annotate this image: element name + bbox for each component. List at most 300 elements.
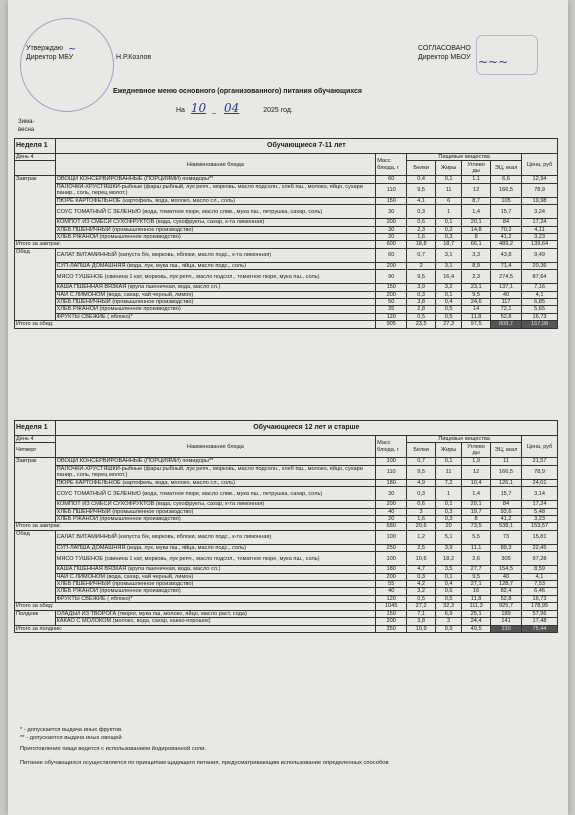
cell-value: 71,4	[491, 262, 522, 269]
total-value: 905	[376, 321, 407, 328]
total-value: 20,6	[407, 523, 436, 530]
table-row	[15, 487, 558, 501]
cell-value: 12,94	[522, 176, 558, 183]
cell-value: 0,5	[435, 313, 461, 320]
cell-value: 19,7	[462, 508, 491, 515]
cell-value: 7,16	[522, 284, 558, 291]
col-dish: Наименование блюда	[55, 154, 376, 176]
meal-name: Полдник	[15, 610, 56, 625]
cell-value: 200	[376, 573, 407, 580]
cell-value: 1,6	[407, 516, 436, 523]
total-label: Итого за обед:	[15, 321, 376, 328]
cell-value: 4,11	[522, 226, 558, 233]
table-row	[15, 566, 558, 573]
cell-value: 3,24	[522, 205, 558, 219]
cell-value: 22,45	[522, 544, 558, 551]
cell-value: 4,7	[407, 566, 436, 573]
cell-value: 3,1	[435, 262, 461, 269]
cell-value: 8,7	[462, 197, 491, 204]
cell-value: 0,1	[435, 573, 461, 580]
table-row	[15, 248, 558, 262]
day-label: День 4	[15, 154, 56, 161]
cell-value: 110	[376, 183, 407, 197]
signature-right: ~~~	[478, 55, 509, 69]
total-value: 20	[435, 523, 461, 530]
table-row	[15, 197, 558, 204]
cell-value: 110	[376, 465, 407, 479]
cell-value: 78,9	[522, 183, 558, 197]
cell-value: 0,4	[435, 581, 461, 588]
total-label: Итого за полдник:	[15, 625, 376, 632]
cell-value: 0,6	[407, 501, 436, 508]
cell-value: 15,7	[490, 487, 521, 501]
meal-name: Обед	[15, 248, 56, 320]
dish-name: СУП-ЛАПША ДОМАШНЯЯ (вода, лук, мука пш., яйца, масло подс., соль)	[55, 262, 376, 269]
total-value: 18,7	[435, 241, 461, 248]
table-row	[15, 458, 558, 465]
cell-value: 24,01	[522, 479, 558, 486]
table-row	[15, 226, 558, 233]
col-carb: Углево ды	[462, 443, 491, 458]
cell-value: 166,5	[490, 465, 521, 479]
cell-value: 57,96	[522, 610, 558, 617]
dish-name: КОМПОТ ИЗ СМЕСИ СУХОФРУКТОВ (вода, сухофрукты, сахар, к-та лимонная)	[55, 501, 376, 508]
cell-value: 43,8	[491, 248, 522, 262]
cell-value: 1,2	[407, 530, 436, 544]
cell-value: 12	[462, 465, 491, 479]
cell-value: 0,3	[407, 487, 436, 501]
total-value: 66,1	[462, 241, 491, 248]
document-page	[8, 0, 568, 815]
cell-value: 11,8	[462, 313, 491, 320]
total-value: 808,7	[491, 321, 522, 328]
cell-value: 93,6	[490, 508, 521, 515]
cell-value: 3,23	[522, 234, 558, 241]
table-row	[15, 284, 558, 291]
total-value: 350	[376, 625, 407, 632]
cell-value: 1,4	[462, 487, 491, 501]
meal-name: Завтрак	[15, 176, 56, 241]
cell-value: 21,57	[522, 458, 558, 465]
group-title: Обучающиеся 7-11 лет	[55, 139, 557, 154]
seal-stamp-left	[20, 18, 114, 112]
cell-value: 82,4	[490, 588, 521, 595]
cell-value: 154,5	[490, 566, 521, 573]
cell-value: 5,1	[435, 530, 461, 544]
cell-value: 0,3	[407, 291, 436, 298]
cell-value: 120	[376, 313, 407, 320]
quarter-label	[15, 161, 56, 176]
cell-value: 6,46	[522, 588, 558, 595]
date-suffix: 2025 год.	[263, 107, 293, 114]
cell-value: 23,1	[462, 284, 491, 291]
table-row	[15, 183, 558, 197]
cell-value: 35	[376, 306, 407, 313]
cell-value: 4,1	[522, 291, 558, 298]
cell-value: 9,5	[462, 573, 491, 580]
cell-value: 2	[407, 262, 436, 269]
table-row	[15, 618, 558, 625]
cell-value: 15,7	[491, 205, 522, 219]
cell-value: 305	[490, 552, 521, 566]
cell-value: 52,8	[490, 595, 521, 602]
table-row	[15, 306, 558, 313]
cell-value: 89,3	[490, 544, 521, 551]
cell-value: 20,1	[462, 219, 491, 226]
cell-value: 60	[376, 176, 407, 183]
table-row	[15, 516, 558, 523]
total-value: 153,57	[522, 523, 558, 530]
cell-value: 11	[490, 458, 521, 465]
cell-value: 7,53	[522, 581, 558, 588]
table-title-row	[15, 139, 558, 154]
cell-value: 166,5	[491, 183, 522, 197]
dish-name: ФРУКТЫ СВЕЖИЕ ( яблоко)*	[55, 313, 376, 320]
cell-value: 14,8	[462, 226, 491, 233]
cell-value: 100	[376, 530, 407, 544]
cell-value: 0,1	[435, 501, 461, 508]
total-value: 27,3	[435, 321, 461, 328]
cell-value: 18,2	[435, 552, 461, 566]
table-row	[15, 270, 558, 284]
cell-value: 0,6	[435, 588, 461, 595]
col-price: Цена, руб	[522, 436, 558, 458]
dish-name: САЛАТ ВИТАМИННЫЙ (капуста б/к, морковь, яблоки, масло подс., к-та лимонная)	[55, 530, 376, 544]
dish-name: ОВОЩИ КОНСЕРВИРОВАННЫЕ (ПОРЦИЯМИ) помидоры**	[55, 176, 376, 183]
total-value: 73,5	[462, 523, 491, 530]
cell-value: 40	[491, 291, 522, 298]
total-value: 600	[376, 241, 407, 248]
cell-value: 1	[435, 487, 461, 501]
cell-value: 14	[462, 306, 491, 313]
cell-value: 17,48	[522, 618, 558, 625]
footnotes	[20, 726, 560, 767]
cell-value: 25,1	[462, 610, 491, 617]
cell-value: 2,5	[407, 544, 436, 551]
dish-name: САЛАТ ВИТАМИННЫЙ (капуста б/к, морковь, яблоки, масло подс., к-та лимонная)	[55, 248, 376, 262]
dish-name: ПАЛОЧКИ-ХРУСТЯШКИ-рыбные (фарш рыбный, лук репч., морковь, масло подсолн., хлеб пш., молоко, яйцо, сухари панир., соль, перец молот.)	[55, 465, 376, 479]
cell-value: 6	[435, 197, 461, 204]
dish-name: ОЛАДЬИ ИЗ ТВОРОГА (творог, мука пш, молоко, яйцо, масло раст, сода)	[55, 610, 376, 617]
cell-value: 274,5	[491, 270, 522, 284]
dish-name: ПЮРЕ КАРТОФЕЛЬНОЕ (картофель, вода, молоко, масло сл., соль)	[55, 479, 376, 486]
dish-name: ХЛЕБ РЖАНОЙ (промышленное производство)	[55, 306, 376, 313]
day-label: День 4	[15, 436, 56, 443]
cell-value: 15,81	[522, 530, 558, 544]
table-row	[15, 530, 558, 544]
total-value: 330	[490, 625, 521, 632]
total-value: 32,3	[435, 603, 461, 610]
total-value: 1045	[376, 603, 407, 610]
dish-name: ХЛЕБ РЖАНОЙ (промышленное производство)	[55, 516, 376, 523]
footnote: ** - допускается выдача иных овощей	[20, 735, 122, 741]
dish-name: ОВОЩИ КОНСЕРВИРОВАННЫЕ (ПОРЦИЯМИ) помидоры**	[55, 458, 376, 465]
cell-value: 16,73	[522, 313, 558, 320]
cell-value: 11	[435, 465, 461, 479]
total-label: Итого за обед:	[15, 603, 376, 610]
total-value: 18,8	[407, 241, 436, 248]
cell-value: 16,73	[522, 595, 558, 602]
cell-value: 90	[376, 270, 407, 284]
cell-value: 141	[490, 618, 521, 625]
cell-value: 0,1	[435, 176, 461, 183]
cell-value: 0,3	[435, 508, 461, 515]
table-row	[15, 552, 558, 566]
cell-value: 117	[491, 299, 522, 306]
cell-value: 8	[462, 234, 491, 241]
cell-value: 5,5	[462, 530, 491, 544]
cell-value: 24,4	[462, 618, 491, 625]
cell-value: 250	[376, 544, 407, 551]
cell-value: 30	[376, 205, 407, 219]
cell-value: 12	[462, 183, 491, 197]
cell-value: 0,1	[435, 219, 461, 226]
total-value: 139,64	[522, 241, 558, 248]
table-row	[15, 291, 558, 298]
cell-value: 1,4	[462, 205, 491, 219]
cell-value: 200	[376, 219, 407, 226]
cell-value: 11	[435, 183, 461, 197]
dish-name: ХЛЕБ ПШЕНИЧНЫЙ (промышленное производство)	[55, 581, 376, 588]
header-row	[15, 436, 558, 443]
cell-value: 73	[490, 530, 521, 544]
dish-name: КАКАО С МОЛОКОМ (молоко, вода, сахар, какао-порошок)	[55, 618, 376, 625]
cell-value: 4,9	[407, 479, 436, 486]
cell-value: 97,28	[522, 552, 558, 566]
cell-value: 180	[376, 479, 407, 486]
dish-name: ХЛЕБ РЖАНОЙ (промышленное производство)	[55, 588, 376, 595]
quarter-label: Четверг	[15, 443, 56, 458]
week-label: Неделя 1	[15, 421, 56, 436]
cell-value: 20,36	[522, 262, 558, 269]
table-row	[15, 610, 558, 617]
footnote: Приготовление пищи ведется с использованием йодированной соли.	[20, 746, 207, 752]
cell-value: 11,8	[462, 595, 491, 602]
approval-block-left	[26, 44, 73, 62]
meal-name: Обед	[15, 530, 56, 602]
cell-value: 78,9	[522, 465, 558, 479]
cell-value: 150	[376, 197, 407, 204]
table-row	[15, 544, 558, 551]
cell-value: 9,5	[407, 270, 436, 284]
cell-value: 105	[491, 197, 522, 204]
cell-value: 3,9	[407, 284, 436, 291]
cell-value: 0,3	[407, 573, 436, 580]
col-energy: ЭЦ, ккал	[491, 161, 522, 176]
cell-value: 2,6	[462, 552, 491, 566]
total-value: 489,2	[491, 241, 522, 248]
cell-value: 6,6	[491, 176, 522, 183]
total-value: 97,5	[462, 321, 491, 328]
total-value: 49,5	[462, 625, 491, 632]
cell-value: 27,7	[462, 566, 491, 573]
cell-value: 1,1	[462, 176, 491, 183]
cell-value: 84	[491, 219, 522, 226]
table-row	[15, 581, 558, 588]
cell-value: 30	[376, 226, 407, 233]
group-title: Обучающиеся 12 лет и старше	[55, 421, 557, 436]
cell-value: 60	[376, 248, 407, 262]
cell-value: 50	[376, 299, 407, 306]
col-dish: Наименование блюда	[55, 436, 376, 458]
cell-value: 20	[376, 234, 407, 241]
cell-value: 4,2	[407, 581, 436, 588]
total-value: 111,3	[462, 603, 491, 610]
cell-value: 3,23	[522, 516, 558, 523]
meal-name: Завтрак	[15, 458, 56, 523]
total-value: 178,95	[522, 603, 558, 610]
dish-name: ЧАЙ С ЛИМОНОМ (вода, сахар, чай черный, лимон)	[55, 291, 376, 298]
total-row	[15, 241, 558, 248]
cell-value: 150	[376, 610, 407, 617]
table-row	[15, 501, 558, 508]
cell-value: 0,2	[435, 226, 461, 233]
dish-name: ХЛЕБ ПШЕНИЧНЫЙ (промышленное производство)	[55, 226, 376, 233]
cell-value: 72,1	[491, 306, 522, 313]
date-prefix: На	[176, 107, 185, 114]
cell-value: 3,1	[435, 248, 461, 262]
cell-value: 7,2	[435, 479, 461, 486]
cell-value: 2,8	[407, 306, 436, 313]
col-nutrients: Пищевые вещества	[407, 154, 522, 161]
table-row	[15, 299, 558, 306]
table-row	[15, 176, 558, 183]
col-mass: Масс блюда, г	[376, 436, 407, 458]
table-row	[15, 588, 558, 595]
cell-value: 200	[376, 618, 407, 625]
approval-line: Директор МБОУ	[418, 54, 471, 61]
cell-value: 0,4	[435, 299, 461, 306]
cell-value: 9,5	[407, 183, 436, 197]
cell-value: 5,48	[522, 508, 558, 515]
cell-value: 128,7	[490, 581, 521, 588]
total-value: 23,5	[407, 321, 436, 328]
cell-value: 11,1	[462, 544, 491, 551]
cell-value: 8,59	[522, 566, 558, 573]
total-value: 157,98	[522, 321, 558, 328]
cell-value: 200	[376, 501, 407, 508]
cell-value: 9,5	[462, 291, 491, 298]
col-protein: Белки	[407, 161, 436, 176]
cell-value: 180	[376, 566, 407, 573]
cell-value: 0,5	[435, 306, 461, 313]
table-row	[15, 508, 558, 515]
dish-name: ПЮРЕ КАРТОФЕЛЬНОЕ (картофель, вода, молоко, масло сл., соль)	[55, 197, 376, 204]
cell-value: 3,9	[435, 544, 461, 551]
cell-value: 3,8	[407, 618, 436, 625]
cell-value: 40	[490, 573, 521, 580]
table-row	[15, 205, 558, 219]
approval-line: Утверждаю	[26, 45, 63, 52]
cell-value: 0,7	[407, 248, 436, 262]
cell-value: 0,7	[407, 458, 436, 465]
cell-value: 150	[376, 284, 407, 291]
menu-table-7-11	[14, 138, 558, 329]
table-row	[15, 219, 558, 226]
cell-value: 0,3	[435, 234, 461, 241]
cell-value: 8,9	[462, 262, 491, 269]
cell-value: 3,8	[407, 299, 436, 306]
approval-block-right	[418, 44, 471, 62]
cell-value: 20,1	[462, 501, 491, 508]
table-row	[15, 313, 558, 320]
cell-value: 55	[376, 581, 407, 588]
table-row	[15, 234, 558, 241]
cell-value: 27,1	[462, 581, 491, 588]
cell-value: 0,3	[435, 516, 461, 523]
total-value: 9,9	[435, 625, 461, 632]
dish-name: ЧАЙ С ЛИМОНОМ (вода, сахар, чай черный, лимон)	[55, 573, 376, 580]
cell-value: 30	[376, 487, 407, 501]
cell-value: 19,98	[522, 197, 558, 204]
table-row	[15, 262, 558, 269]
cell-value: 16,4	[435, 270, 461, 284]
cell-value: 2,3	[407, 226, 436, 233]
approval-line: Директор МБУ	[26, 54, 74, 61]
total-value: 75,44	[522, 625, 558, 632]
total-row	[15, 523, 558, 530]
cell-value: 9,49	[522, 248, 558, 262]
cell-value: 3,2	[407, 588, 436, 595]
total-label: Итого за завтрак:	[15, 241, 376, 248]
cell-value: 87,64	[522, 270, 558, 284]
total-row	[15, 603, 558, 610]
cell-value: 4,1	[522, 573, 558, 580]
dish-name: ПАЛОЧКИ-ХРУСТЯШКИ-рыбные (фарш рыбный, лук репч., морковь, масло подсолн., хлеб пш., молоко, яйцо, сухари панир., соль, перец молот.)	[55, 183, 376, 197]
cell-value: 10,6	[407, 552, 436, 566]
signature-left: ~	[68, 44, 77, 55]
approval-name: Н.Р.Козлов	[116, 54, 152, 61]
cell-value: 0,1	[435, 291, 461, 298]
cell-value: 0,4	[407, 176, 436, 183]
table-row	[15, 595, 558, 602]
cell-value: 0,5	[407, 313, 436, 320]
total-row	[15, 321, 558, 328]
cell-value: 70,2	[491, 226, 522, 233]
cell-value: 0,1	[435, 458, 461, 465]
dish-name: ХЛЕБ ПШЕНИЧНЫЙ (промышленное производство)	[55, 508, 376, 515]
table-row	[15, 573, 558, 580]
col-energy: ЭЦ, ккал	[490, 443, 521, 458]
col-protein: Белки	[407, 443, 436, 458]
footnote: Питание обучающихся осуществляется по принципам щадящего питания, предусматривающим использование определенных способов	[20, 760, 389, 766]
cell-value: 41,2	[490, 516, 521, 523]
cell-value: 0,6	[407, 219, 436, 226]
col-mass: Масс блюда, г	[376, 154, 407, 176]
dish-name: КАША ПШЕННАЯ ВЯЗКАЯ (крупа пшеничная, вода, масло сл.)	[55, 566, 376, 573]
dish-name: КАША ПШЕННАЯ ВЯЗКАЯ (крупа пшеничная, вода, масло сл.)	[55, 284, 376, 291]
cell-value: 52,8	[491, 313, 522, 320]
dish-name: СОУС ТОМАТНЫЙ С ЗЕЛЕНЬЮ (вода, томатное пюре, масло слив., мука пш., петрушка, сахар, соль)	[55, 205, 376, 219]
cell-value: 16	[462, 588, 491, 595]
table-row	[15, 465, 558, 479]
cell-value: 10,4	[462, 479, 491, 486]
cell-value: 3,3	[462, 248, 491, 262]
cell-value: 100	[376, 458, 407, 465]
col-price: Цена, руб	[522, 154, 558, 176]
cell-value: 24,6	[462, 299, 491, 306]
cell-value: 3	[407, 508, 436, 515]
header-row	[15, 154, 558, 161]
date-month: 04	[224, 101, 240, 115]
total-value: 925,7	[490, 603, 521, 610]
cell-value: 41,2	[491, 234, 522, 241]
menu-table-12-plus	[14, 420, 558, 633]
cell-value: 137,1	[491, 284, 522, 291]
cell-value: 40	[376, 588, 407, 595]
cell-value: 189	[490, 610, 521, 617]
cell-value: 3,14	[522, 487, 558, 501]
